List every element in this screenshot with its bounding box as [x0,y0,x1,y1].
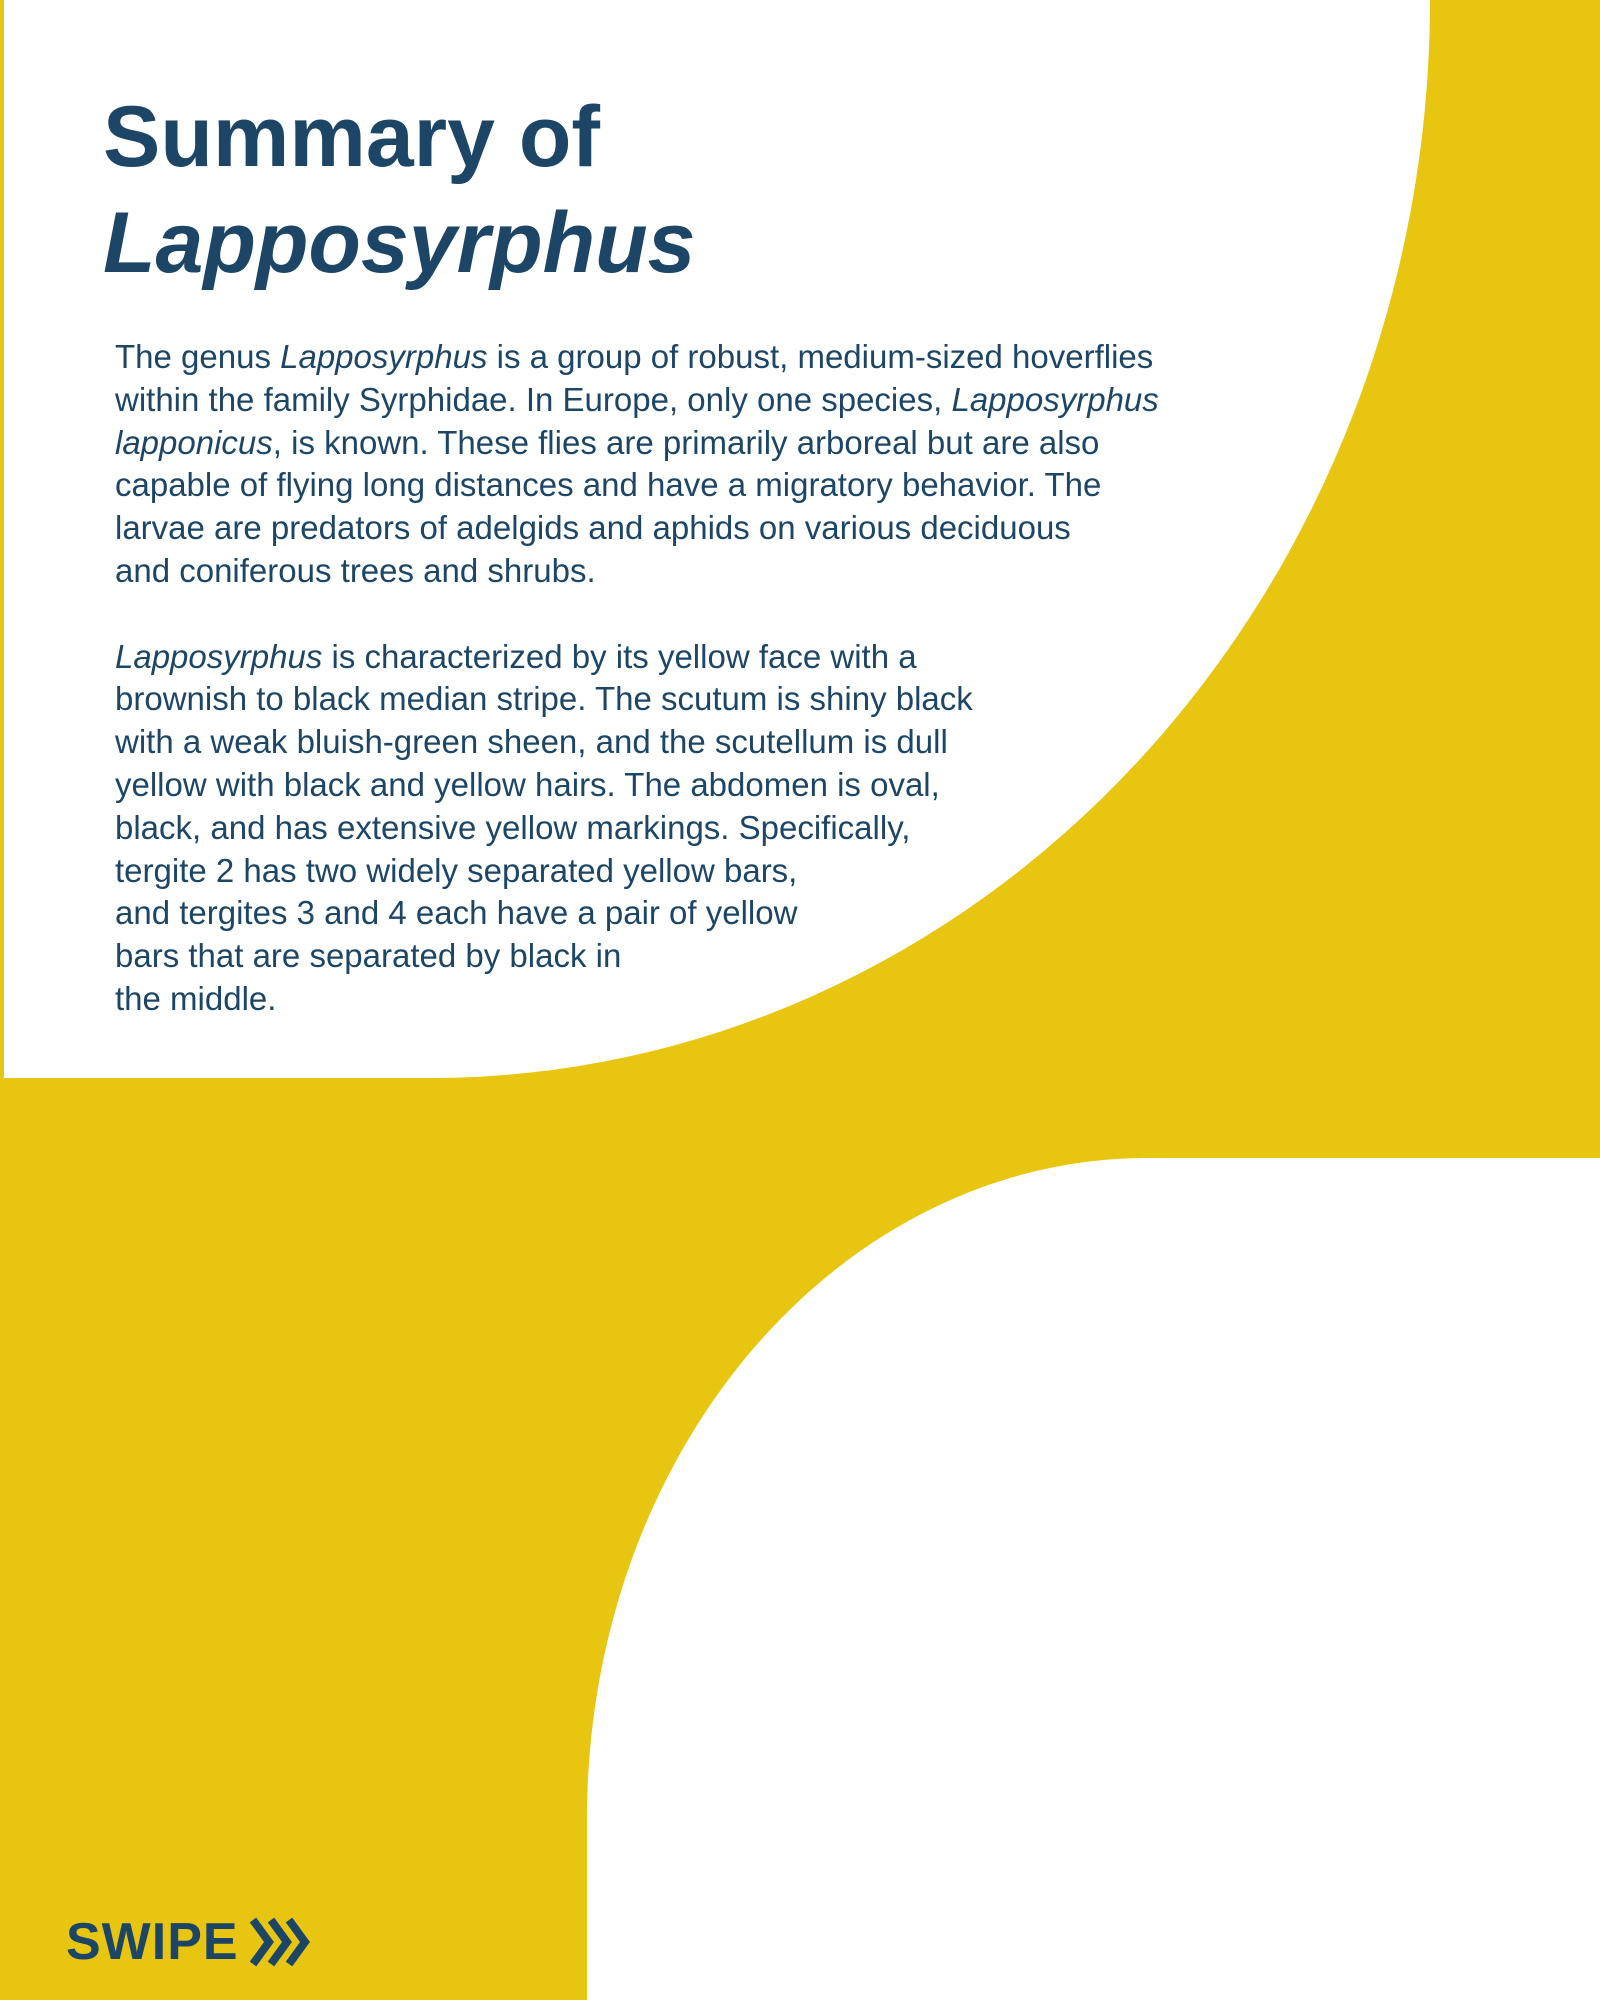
text-line: yellow with black and yellow hairs. The abdomen is oval, [115,765,940,803]
triple-chevron-right-icon [249,1914,313,1970]
title-line-2: Lapposyrphus [103,195,696,291]
text-line: black, and has extensive yellow markings. Specifically, [115,808,911,846]
text-line [115,636,1355,679]
text-line: bars that are separated by black in [115,937,622,975]
text-line [115,422,1355,465]
summary-text [115,336,1355,1021]
text-line [115,336,1355,379]
genus-name: Lapposyrphus [115,637,323,675]
paragraph-1 [115,336,1355,593]
text-line: with a weak bluish-green sheen, and the scutellum is dull [115,723,948,761]
text-span: within the family Syrphidae. In Europe, only one species, [115,380,952,418]
page-title [103,84,696,296]
text-line: tergite 2 has two widely separated yellow bars, [115,851,798,889]
text-line: and tergites 3 and 4 each have a pair of yellow [115,894,798,932]
text-line: capable of flying long distances and have a migratory behavior. The [115,466,1102,504]
species-name: lapponicus [115,423,273,461]
text-span: is characterized by its yellow face with a [322,637,917,675]
text-line: larvae are predators of adelgids and aphids on various deciduous [115,509,1071,547]
text-span: , is known. These flies are primarily arboreal but are also [272,423,1100,461]
swipe-label: SWIPE [66,1913,239,1971]
swipe-prompt[interactable] [66,1914,313,1970]
paragraph-2 [115,636,1355,1021]
species-name: Lapposyrphus [951,380,1159,418]
text-line: the middle. [115,979,277,1017]
text-line: brownish to black median stripe. The scutum is shiny black [115,680,973,718]
text-line: and coniferous trees and shrubs. [115,551,596,589]
white-panel-bottom [587,1158,1600,2000]
text-span: is a group of robust, medium-sized hoverflies [487,338,1154,375]
text-span: The genus [115,338,281,375]
genus-name: Lapposyrphus [280,338,488,375]
text-line [115,379,1355,422]
title-line-1: Summary of [103,89,601,185]
